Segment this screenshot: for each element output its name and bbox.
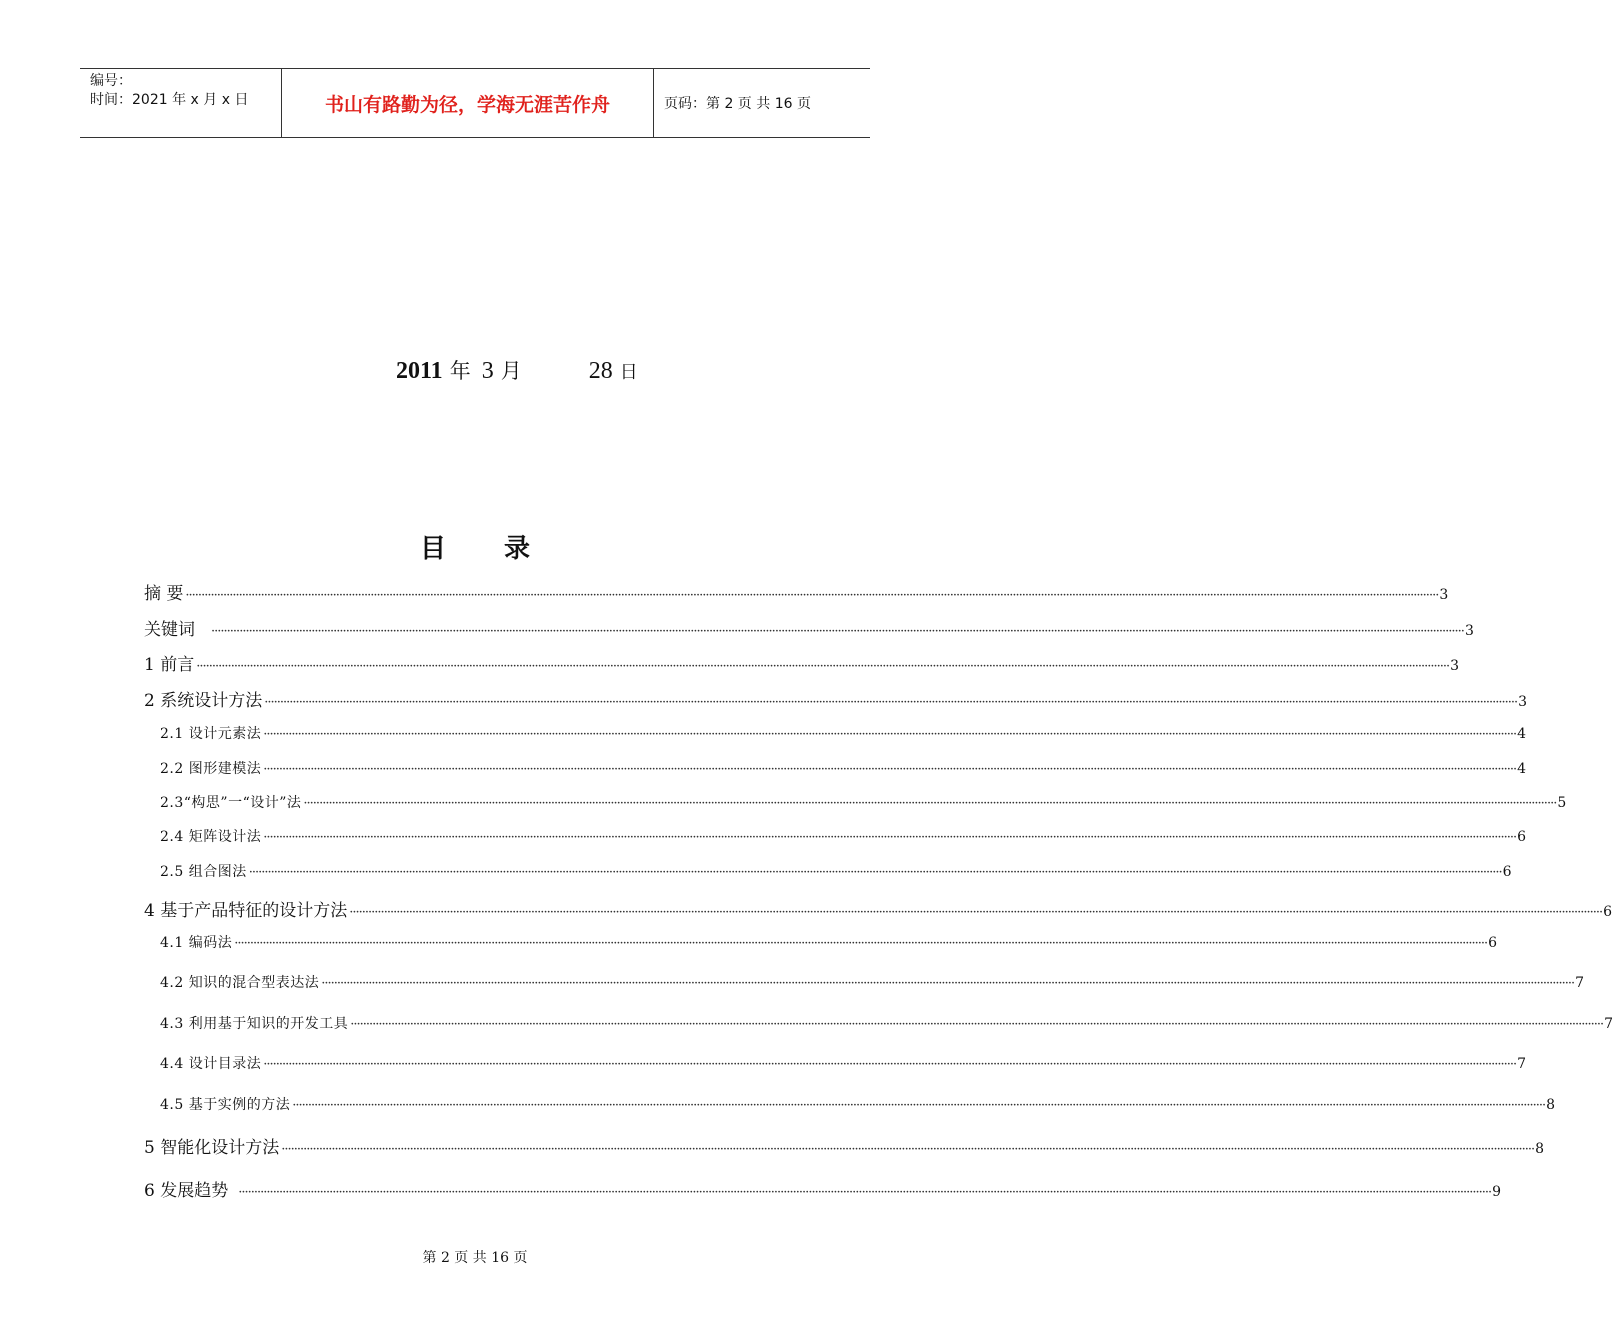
document-number-label: 编号： bbox=[90, 73, 132, 89]
toc-entry-label: 4.3 利用基于知识的开发工具 bbox=[160, 1016, 349, 1032]
toc-leader: ················································································································································································································································································································································································································ bbox=[303, 796, 1557, 811]
toc-entry-label: 2 系统设计方法 bbox=[144, 691, 263, 711]
toc-entry-page: 6 bbox=[1517, 829, 1527, 845]
toc-entry-page: 7 bbox=[1517, 1056, 1527, 1072]
toc-leader: ················································································································································································································································································································································································································ bbox=[238, 1185, 1492, 1200]
date-year: 2011 bbox=[396, 358, 443, 384]
toc-entry-label: 4.5 基于实例的方法 bbox=[160, 1097, 291, 1113]
page-header bbox=[80, 68, 870, 138]
toc-entry-page: 8 bbox=[1546, 1097, 1556, 1113]
toc-entry-page: 4 bbox=[1517, 726, 1527, 742]
toc-entry-page: 3 bbox=[1518, 694, 1528, 710]
header-motto: 书山有路勤为径，学海无涯苦作舟 bbox=[324, 93, 610, 116]
toc-entry-page: 5 bbox=[1557, 795, 1567, 811]
toc-entry-label: 2.1 设计元素法 bbox=[160, 726, 262, 742]
document-date bbox=[396, 355, 638, 385]
toc-entry-page: 3 bbox=[1450, 658, 1460, 674]
toc-entry[interactable] bbox=[144, 1133, 1545, 1158]
toc-leader: ················································································································································································································································································································································································································ bbox=[350, 1017, 1604, 1032]
toc-entry-label: 2.2 图形建模法 bbox=[160, 761, 262, 777]
toc-entry-page: 3 bbox=[1464, 623, 1474, 639]
toc-entry[interactable] bbox=[160, 826, 1527, 846]
toc-leader: ················································································································································································································································································································································································································ bbox=[263, 1057, 1517, 1072]
toc-entry-label: 4.4 设计目录法 bbox=[160, 1056, 262, 1072]
toc-title-second: 录 bbox=[504, 534, 531, 564]
toc-entry-label: 4 基于产品特征的设计方法 bbox=[144, 901, 348, 921]
toc-entry-label: 2.5 组合图法 bbox=[160, 864, 247, 880]
toc-entry-label: 关键词 bbox=[144, 620, 195, 640]
toc-entry[interactable] bbox=[160, 1013, 1614, 1033]
toc-leader: ················································································································································································································································································································································································································ bbox=[263, 762, 1517, 777]
toc-leader: ················································································································································································································································································································································································································ bbox=[263, 727, 1517, 742]
toc-leader: ················································································································································································································································································································································································································ bbox=[234, 936, 1488, 951]
toc-entry-label: 2.4 矩阵设计法 bbox=[160, 829, 262, 845]
date-day: 28 bbox=[588, 358, 613, 384]
header-middle-cell bbox=[281, 69, 654, 137]
toc-entry[interactable] bbox=[144, 896, 1613, 921]
toc-title-first: 目 bbox=[419, 534, 446, 564]
toc-entry-page: 7 bbox=[1575, 975, 1585, 991]
toc-leader: ················································································································································································································································································································································································································ bbox=[292, 1098, 1546, 1113]
toc-entry-label: 4.1 编码法 bbox=[160, 935, 233, 951]
toc-leader: ················································································································································································································································································································································································································ bbox=[185, 588, 1439, 603]
page-footer: 第 2 页 共 16 页 bbox=[422, 1250, 528, 1266]
toc-entry[interactable] bbox=[160, 723, 1527, 743]
document-time-label: 时间：2021 年 x 月 x 日 bbox=[90, 92, 249, 108]
toc-entry[interactable] bbox=[160, 932, 1498, 952]
toc-entry-label: 1 前言 bbox=[144, 655, 195, 675]
toc-entry-page: 6 bbox=[1603, 904, 1613, 920]
toc-entry-page: 4 bbox=[1517, 761, 1527, 777]
toc-entry[interactable] bbox=[160, 792, 1567, 812]
header-left-cell bbox=[80, 69, 281, 137]
date-year-unit: 年 bbox=[449, 359, 471, 383]
toc-entry-page: 8 bbox=[1535, 1141, 1545, 1157]
toc-entry-page: 6 bbox=[1502, 864, 1513, 880]
toc-leader: ················································································································································································································································································································································································································ bbox=[281, 1142, 1535, 1157]
toc-entry-label: 5 智能化设计方法 bbox=[144, 1138, 280, 1158]
date-day-unit: 日 bbox=[619, 362, 638, 383]
toc-entry-page: 3 bbox=[1439, 587, 1449, 603]
toc-leader: ················································································································································································································································································································································································································ bbox=[264, 695, 1518, 710]
toc-entry[interactable] bbox=[160, 1094, 1556, 1114]
toc-entry[interactable] bbox=[144, 1176, 1502, 1201]
date-month: 3 bbox=[481, 358, 494, 384]
toc-leader: ················································································································································································································································································································································································································ bbox=[349, 905, 1603, 920]
toc-entry-label: 6 发展趋势 bbox=[144, 1181, 229, 1201]
toc-entry-page: 6 bbox=[1488, 935, 1498, 951]
toc-entry-page: 7 bbox=[1604, 1016, 1614, 1032]
toc-entry[interactable] bbox=[144, 650, 1460, 675]
toc-entry-page: 9 bbox=[1492, 1184, 1502, 1200]
toc-leader: ················································································································································································································································································································································································································ bbox=[248, 865, 1502, 880]
toc-leader: ················································································································································································································································································································································································································ bbox=[211, 624, 1464, 639]
header-page-label: 页码：第 2 页 共 16 页 bbox=[664, 96, 811, 112]
toc-entry[interactable] bbox=[160, 861, 1513, 881]
toc-leader: ················································································································································································································································································································································································································ bbox=[263, 830, 1517, 845]
toc-entry[interactable] bbox=[160, 758, 1527, 778]
toc-leader: ················································································································································································································································································································································································································ bbox=[321, 976, 1575, 991]
toc-title bbox=[0, 528, 950, 565]
header-right-cell bbox=[654, 69, 870, 137]
toc-entry[interactable] bbox=[160, 972, 1585, 992]
toc-entry-label: 4.2 知识的混合型表达法 bbox=[160, 975, 320, 991]
toc-entry-label: 摘 要 bbox=[144, 584, 184, 604]
toc-entry[interactable] bbox=[160, 1053, 1527, 1073]
toc-entry[interactable] bbox=[144, 686, 1528, 711]
toc-entry[interactable] bbox=[144, 615, 1474, 640]
date-month-unit: 月 bbox=[500, 359, 522, 383]
toc-entry[interactable] bbox=[144, 579, 1449, 604]
toc-entry-label: 2.3“构思”一“设计”法 bbox=[160, 795, 302, 811]
toc-leader: ················································································································································································································································································································································································································ bbox=[196, 659, 1450, 674]
